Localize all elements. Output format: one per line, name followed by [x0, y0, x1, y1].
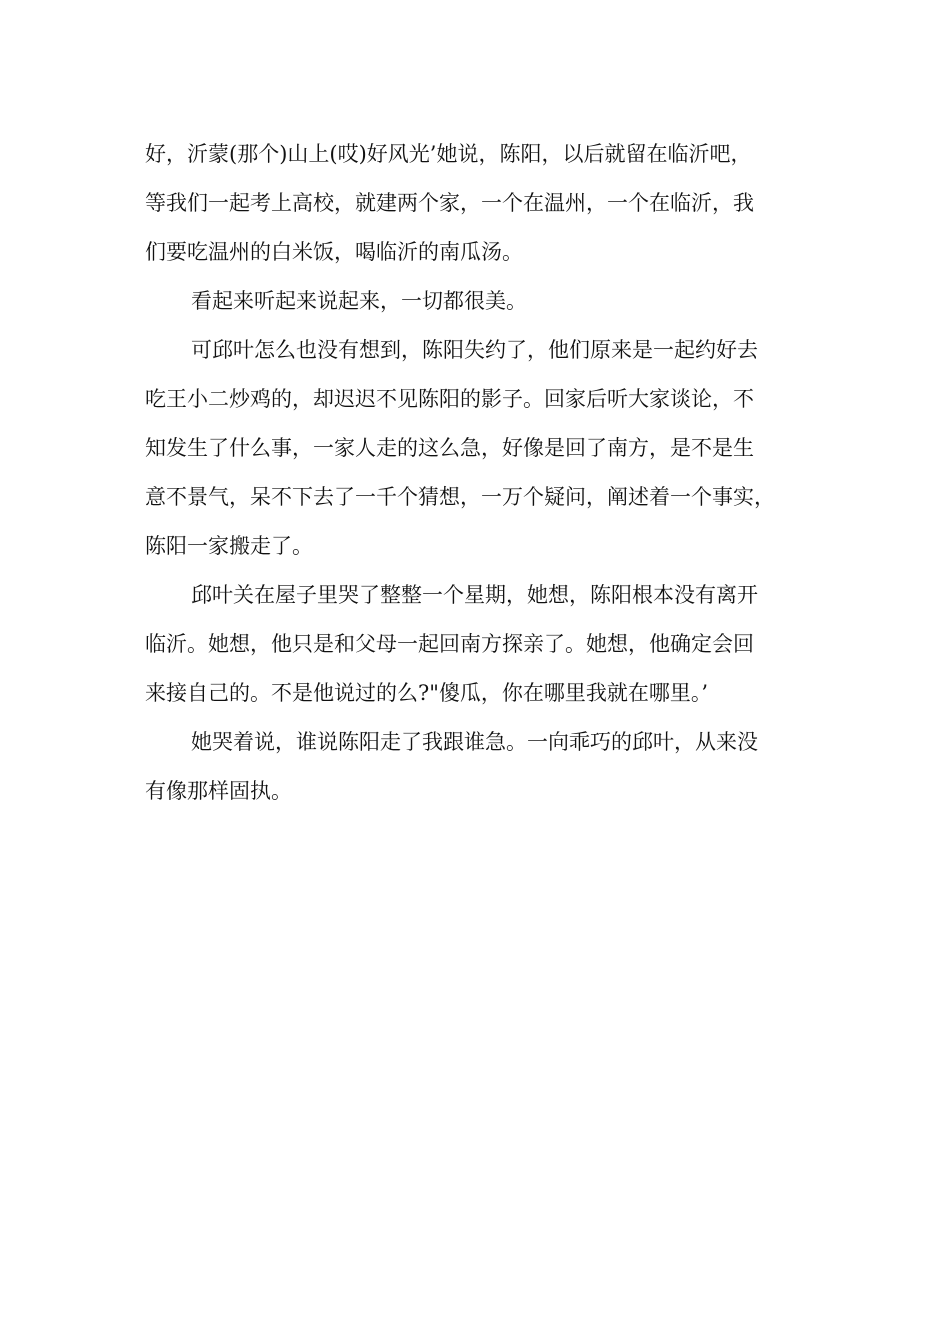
paragraph-5 — [145, 718, 825, 816]
text-line: 意不景气，呆不下去了一千个猜想，一万个疑问，阐述着一个事实， — [145, 485, 775, 509]
text-line: 她哭着说，谁说陈阳走了我跟谁急。一向乖巧的邱叶，从来没 — [191, 730, 758, 754]
text-line: 知发生了什么事，一家人走的这么急，好像是回了南方，是不是生 — [145, 436, 754, 460]
paragraph-4 — [145, 571, 825, 718]
text-line: 有像那样固执。 — [145, 779, 292, 803]
text-line: 好，沂蒙(那个)山上(哎)好风光’她说，陈阳，以后就留在临沂吧， — [145, 142, 752, 166]
text-line: 邱叶关在屋子里哭了整整一个星期，她想，陈阳根本没有离开 — [191, 583, 758, 607]
text-line: 等我们一起考上高校，就建两个家，一个在温州，一个在临沂，我 — [145, 191, 754, 215]
text-line: 们要吃温州的白米饭，喝临沂的南瓜汤。 — [145, 240, 523, 264]
paragraph-3 — [145, 326, 825, 571]
document-body — [145, 130, 825, 816]
paragraph-2 — [145, 277, 825, 326]
text-line: 临沂。她想，他只是和父母一起回南方探亲了。她想，他确定会回 — [145, 632, 754, 656]
text-line: 看起来听起来说起来，一切都很美。 — [191, 289, 527, 313]
paragraph-1 — [145, 130, 825, 277]
text-line: 陈阳一家搬走了。 — [145, 534, 313, 558]
text-line: 可邱叶怎么也没有想到，陈阳失约了，他们原来是一起约好去 — [191, 338, 758, 362]
text-line: 来接自己的。不是他说过的么?"傻瓜，你在哪里我就在哪里。’ — [145, 681, 709, 705]
text-line: 吃王小二炒鸡的，却迟迟不见陈阳的影子。回家后听大家谈论，不 — [145, 387, 754, 411]
